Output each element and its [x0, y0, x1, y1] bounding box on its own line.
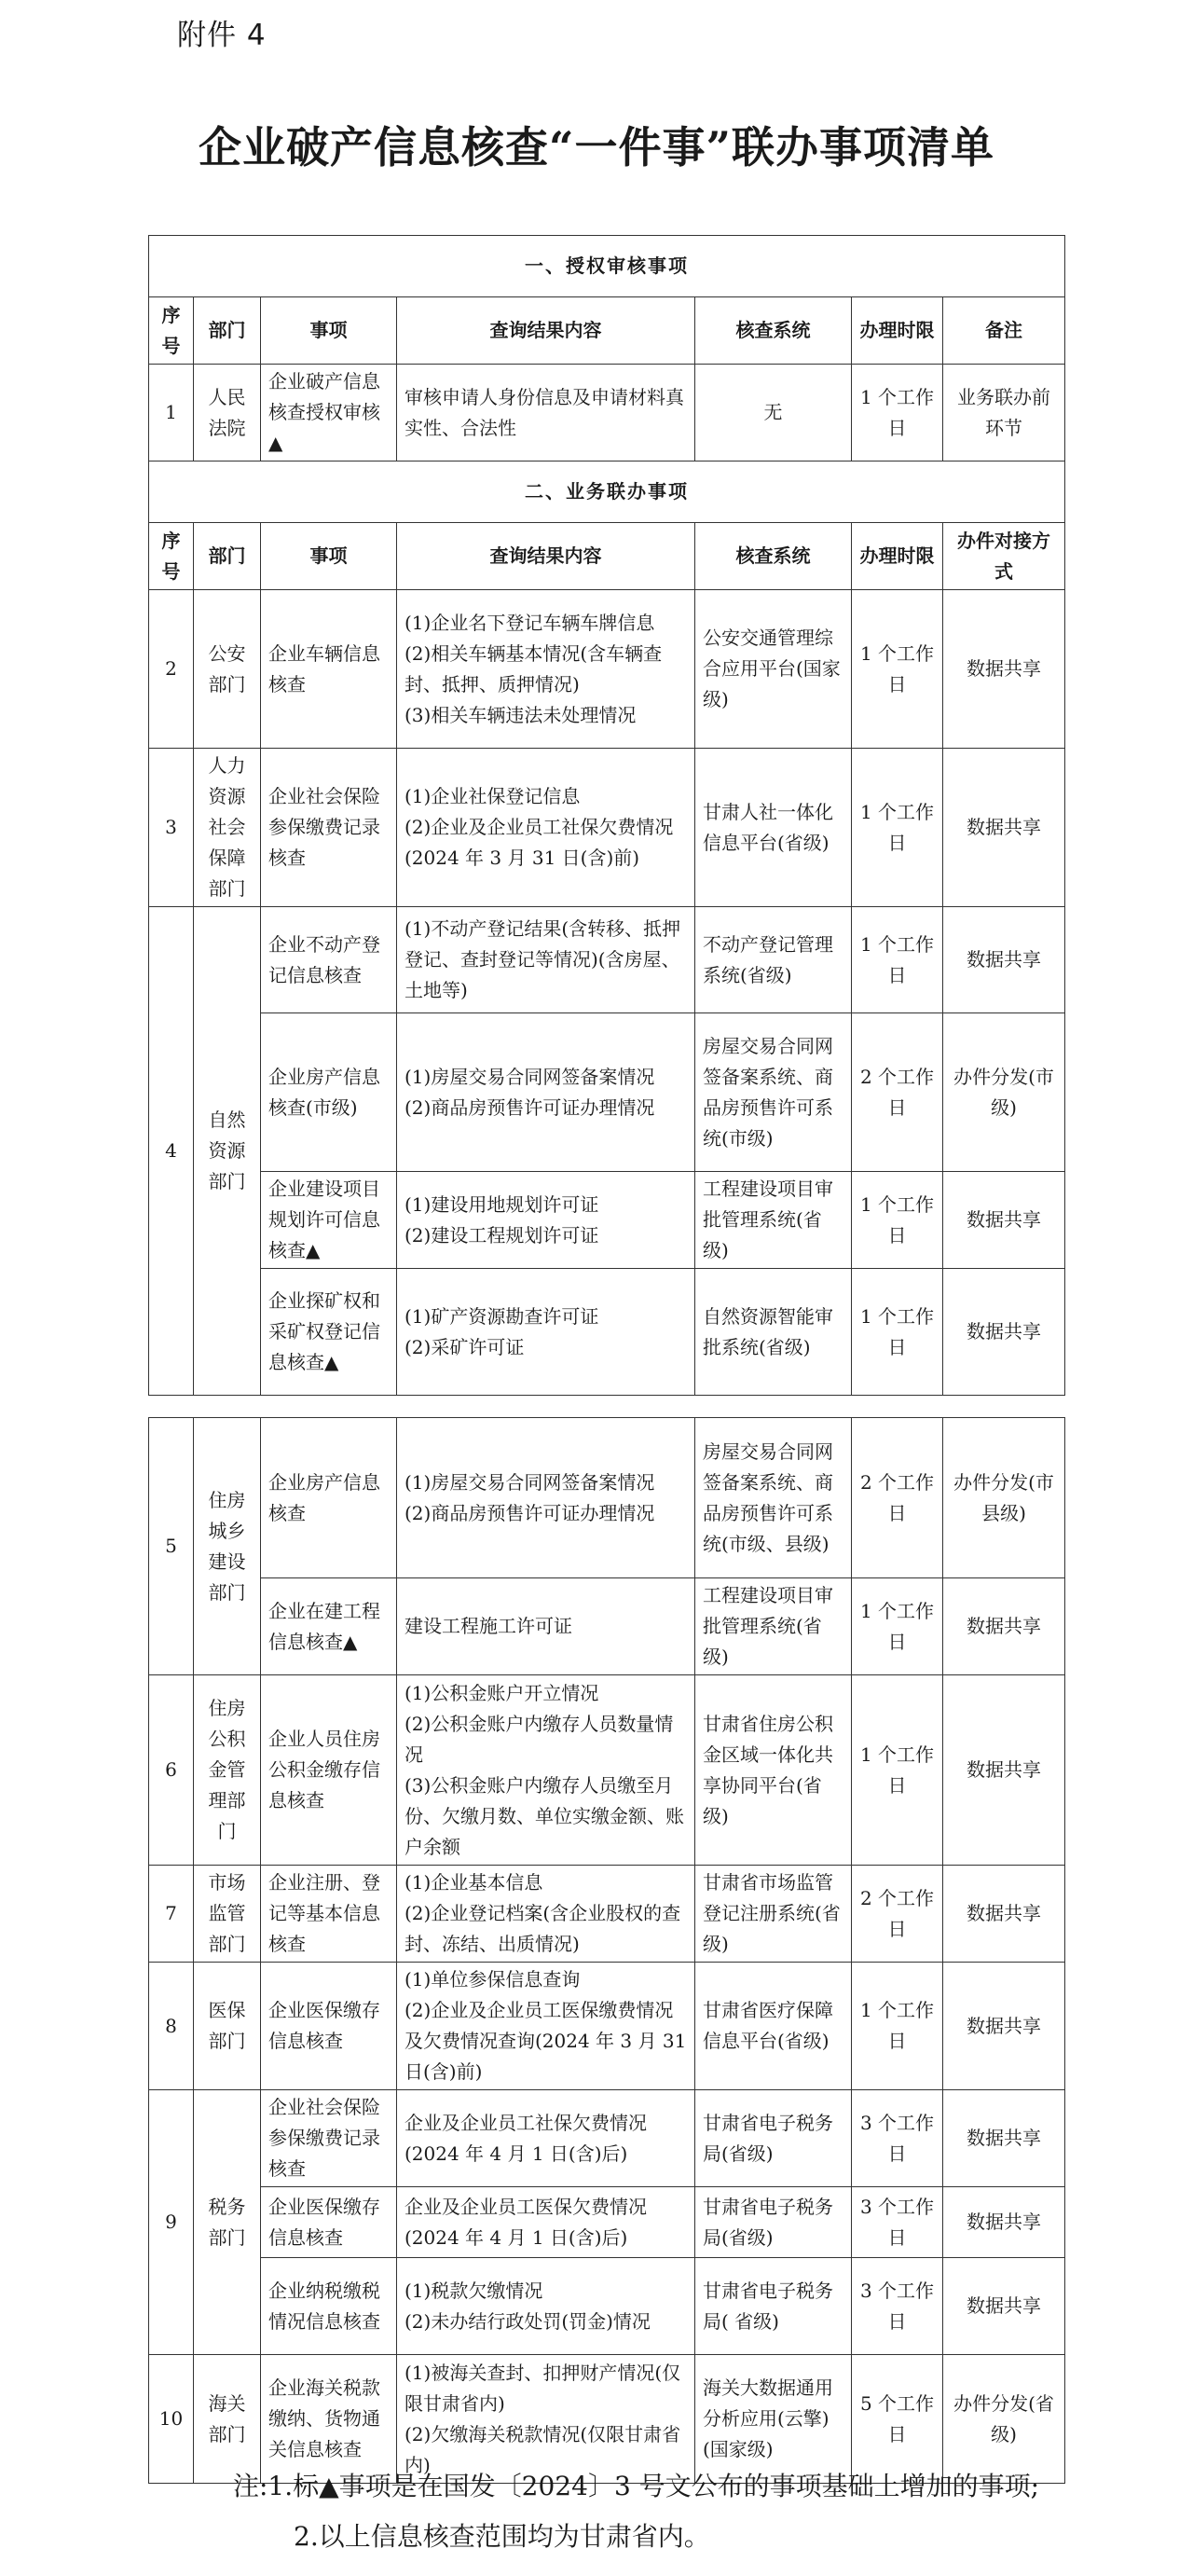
content-line: (2)商品房预售许可证办理情况	[405, 1501, 655, 1524]
row-no: 6	[149, 1675, 194, 1866]
row-system: 房屋交易合同网签备案系统、商品房预售许可系统(市级)	[695, 1013, 852, 1172]
content-line: (2)公积金账户内缴存人员数量情况	[405, 1712, 674, 1766]
row-item: 企业医保缴存信息核查	[261, 1963, 397, 2090]
row-limit: 2 个工作日	[852, 1866, 943, 1963]
row-system: 甘肃省电子税务局(省级)	[695, 2090, 852, 2187]
row-item: 企业社会保险参保缴费记录核查	[261, 2090, 397, 2187]
table-row	[149, 2187, 1065, 2258]
row-limit: 1 个工作日	[852, 1269, 943, 1396]
row-system: 甘肃省电子税务局( 省级)	[695, 2258, 852, 2355]
header-no: 序号	[149, 523, 194, 590]
row-mode: 数据共享	[943, 590, 1065, 749]
row-no: 5	[149, 1418, 194, 1675]
row-no: 8	[149, 1963, 194, 2090]
row-limit: 2 个工作日	[852, 1013, 943, 1172]
row-no: 9	[149, 2090, 194, 2355]
content-line: (3)公积金账户内缴存人员缴至月份、欠缴月数、单位实缴金额、账户余额	[405, 1773, 684, 1858]
content-line: 企业及企业员工社保欠费情况(2024 年 4 月 1 日(含)后)	[405, 2111, 647, 2165]
table-row	[149, 1866, 1065, 1963]
row-limit: 1 个工作日	[852, 365, 943, 461]
row-dept: 海关部门	[194, 2355, 261, 2484]
row-content	[397, 749, 695, 907]
table-row	[149, 2258, 1065, 2355]
row-system: 房屋交易合同网签备案系统、商品房预售许可系统(市级、县级)	[695, 1418, 852, 1578]
content-line: (2)建设工程规划许可证	[405, 1223, 599, 1247]
row-dept: 市场监管部门	[194, 1866, 261, 1963]
row-mode: 数据共享	[943, 1675, 1065, 1866]
note-2: 2.以上信息核查范围均为甘肃省内。	[294, 2521, 710, 2552]
table-row	[149, 1013, 1065, 1172]
header-remark: 备注	[943, 297, 1065, 365]
row-limit: 3 个工作日	[852, 2258, 943, 2355]
table-row	[149, 1675, 1065, 1866]
content-line: (2)商品房预售许可证办理情况	[405, 1095, 655, 1119]
content-line: 建设工程施工许可证	[405, 1615, 572, 1637]
row-item: 企业注册、登记等基本信息核查	[261, 1866, 397, 1963]
row-mode: 办件分发(市级)	[943, 1013, 1065, 1172]
row-limit: 1 个工作日	[852, 1578, 943, 1675]
row-dept: 自然资源部门	[194, 907, 261, 1396]
row-mode: 办件分发(市县级)	[943, 1418, 1065, 1578]
row-dept: 人力资源社会保障部门	[194, 749, 261, 907]
row-item: 企业破产信息核查授权审核▲	[261, 365, 397, 461]
content-line: (1)企业社保登记信息	[405, 785, 581, 807]
row-system: 甘肃省医疗保障信息平台(省级)	[695, 1963, 852, 2090]
content-line: (1)不动产登记结果(含转移、抵押登记、查封登记等情况)(含房屋、土地等)	[405, 917, 681, 1001]
attachment-label: 附件 4	[177, 19, 267, 52]
row-mode: 数据共享	[943, 1269, 1065, 1396]
table-header-row	[149, 297, 1065, 365]
row-content	[397, 1172, 695, 1269]
document-title: 企业破产信息核查“一件事”联办事项清单	[199, 122, 994, 172]
row-dept: 医保部门	[194, 1963, 261, 2090]
header-no: 序号	[149, 297, 194, 365]
row-item: 企业不动产登记信息核查	[261, 907, 397, 1013]
row-content	[397, 1675, 695, 1866]
content-line: (1)建设用地规划许可证	[405, 1192, 599, 1216]
row-limit: 1 个工作日	[852, 749, 943, 907]
header-system: 核查系统	[695, 523, 852, 590]
header-system: 核查系统	[695, 297, 852, 365]
row-dept: 税务部门	[194, 2090, 261, 2355]
table-row	[149, 1963, 1065, 2090]
content-line: (3)相关车辆违法未处理情况	[405, 703, 637, 726]
table-row	[149, 1269, 1065, 1396]
content-line: (2)企业登记档案(含企业股权的查封、冻结、出质情况)	[405, 1902, 681, 1955]
row-system: 工程建设项目审批管理系统(省级)	[695, 1578, 852, 1675]
content-line: (2)欠缴海关税款情况(仅限甘肃省内)	[405, 2422, 681, 2476]
section-heading-joint-handling: 二、业务联办事项	[149, 461, 1065, 523]
row-item: 企业车辆信息核查	[261, 590, 397, 749]
table-row	[149, 1172, 1065, 1269]
table-row	[149, 1578, 1065, 1675]
row-item: 企业纳税缴税情况信息核查	[261, 2258, 397, 2355]
content-line: (1)单位参保信息查询	[405, 1968, 581, 1991]
header-item: 事项	[261, 297, 397, 365]
content-line: (1)税款欠缴情况	[405, 2279, 543, 2302]
row-system: 不动产登记管理系统(省级)	[695, 907, 852, 1013]
content-line: (1)被海关查封、扣押财产情况(仅限甘肃省内)	[405, 2361, 681, 2415]
row-content: 审核申请人身份信息及申请材料真实性、合法性	[397, 365, 695, 461]
header-dept: 部门	[194, 297, 261, 365]
header-limit: 办理时限	[852, 297, 943, 365]
row-system: 甘肃省住房公积金区域一体化共享协同平台(省级)	[695, 1675, 852, 1866]
header-dept: 部门	[194, 523, 261, 590]
header-content: 查询结果内容	[397, 523, 695, 590]
row-item: 企业探矿权和采矿权登记信息核查▲	[261, 1269, 397, 1396]
row-item: 企业人员住房公积金缴存信息核查	[261, 1675, 397, 1866]
matters-table-part1	[148, 235, 1065, 1396]
row-limit: 1 个工作日	[852, 1675, 943, 1866]
row-item: 企业海关税款缴纳、货物通关信息核查	[261, 2355, 397, 2484]
row-system: 自然资源智能审批系统(省级)	[695, 1269, 852, 1396]
content-line: (2)企业及企业员工社保欠费情况(2024 年 3 月 31 日(含)前)	[405, 816, 674, 869]
row-mode: 数据共享	[943, 1172, 1065, 1269]
header-item: 事项	[261, 523, 397, 590]
row-system: 海关大数据通用分析应用(云擎)(国家级)	[695, 2355, 852, 2484]
row-mode: 数据共享	[943, 2090, 1065, 2187]
content-line: (1)企业名下登记车辆车牌信息	[405, 611, 655, 634]
row-remark: 业务联办前环节	[943, 365, 1065, 461]
row-system: 甘肃省市场监管登记注册系统(省级)	[695, 1866, 852, 1963]
row-system: 工程建设项目审批管理系统(省级)	[695, 1172, 852, 1269]
table-row	[149, 365, 1065, 461]
row-dept: 公安部门	[194, 590, 261, 749]
table-row	[149, 2090, 1065, 2187]
row-mode: 数据共享	[943, 1963, 1065, 2090]
row-item: 企业医保缴存信息核查	[261, 2187, 397, 2258]
row-dept: 住房城乡建设部门	[194, 1418, 261, 1675]
row-limit: 3 个工作日	[852, 2090, 943, 2187]
content-line: (1)房屋交易合同网签备案情况	[405, 1065, 655, 1088]
content-line: (2)采矿许可证	[405, 1335, 525, 1358]
row-content	[397, 1963, 695, 2090]
table-row	[149, 907, 1065, 1013]
row-no: 7	[149, 1866, 194, 1963]
row-no: 10	[149, 2355, 194, 2484]
content-line: (1)矿产资源勘查许可证	[405, 1304, 599, 1328]
notes	[177, 2464, 1072, 2559]
row-system: 公安交通管理综合应用平台(国家级)	[695, 590, 852, 749]
row-item: 企业社会保险参保缴费记录核查	[261, 749, 397, 907]
table-header-row	[149, 523, 1065, 590]
row-limit: 1 个工作日	[852, 590, 943, 749]
row-mode: 数据共享	[943, 2258, 1065, 2355]
row-content	[397, 907, 695, 1013]
row-limit: 5 个工作日	[852, 2355, 943, 2484]
row-mode: 数据共享	[943, 749, 1065, 907]
row-item: 企业房产信息核查(市级)	[261, 1013, 397, 1172]
content-line: (2)未办结行政处罚(罚金)情况	[405, 2309, 651, 2333]
content-line: (2)企业及企业员工医保缴费情况及欠费情况查询(2024 年 3 月 31 日(含)前)	[405, 1999, 687, 2083]
row-mode: 数据共享	[943, 1578, 1065, 1675]
row-content	[397, 1578, 695, 1675]
row-content	[397, 2187, 695, 2258]
content-line: (1)公积金账户开立情况	[405, 1681, 599, 1704]
table-row	[149, 590, 1065, 749]
row-content	[397, 1269, 695, 1396]
row-limit: 1 个工作日	[852, 1963, 943, 2090]
row-system: 无	[695, 365, 852, 461]
row-dept: 住房公积金管理部门	[194, 1675, 261, 1866]
content-line: (1)企业基本信息	[405, 1871, 543, 1894]
row-dept: 人民法院	[194, 365, 261, 461]
row-no: 3	[149, 749, 194, 907]
header-content: 查询结果内容	[397, 297, 695, 365]
row-content	[397, 1013, 695, 1172]
row-limit: 2 个工作日	[852, 1418, 943, 1578]
header-mode: 办件对接方式	[943, 523, 1065, 590]
section-heading-authorization: 一、授权审核事项	[149, 236, 1065, 297]
content-line: (1)房屋交易合同网签备案情况	[405, 1470, 655, 1494]
row-limit: 1 个工作日	[852, 907, 943, 1013]
table-row	[149, 749, 1065, 907]
row-mode: 办件分发(省级)	[943, 2355, 1065, 2484]
row-system: 甘肃人社一体化信息平台(省级)	[695, 749, 852, 907]
row-content	[397, 2090, 695, 2187]
content-line: (2)相关车辆基本情况(含车辆查封、抵押、质押情况)	[405, 641, 663, 696]
row-item: 企业房产信息核查	[261, 1418, 397, 1578]
row-no: 1	[149, 365, 194, 461]
row-system: 甘肃省电子税务局(省级)	[695, 2187, 852, 2258]
row-content	[397, 1866, 695, 1963]
row-no: 4	[149, 907, 194, 1396]
table-row	[149, 1418, 1065, 1578]
matters-table-part2	[148, 1417, 1065, 2484]
row-no: 2	[149, 590, 194, 749]
row-content	[397, 2258, 695, 2355]
note-1: 注:1.标▲事项是在国发〔2024〕3 号文公布的事项基础上增加的事项;	[233, 2471, 1040, 2501]
row-item: 企业建设项目规划许可信息核查▲	[261, 1172, 397, 1269]
header-limit: 办理时限	[852, 523, 943, 590]
row-limit: 1 个工作日	[852, 1172, 943, 1269]
row-content	[397, 1418, 695, 1578]
row-content	[397, 590, 695, 749]
row-mode: 数据共享	[943, 907, 1065, 1013]
content-line: 企业及企业员工医保欠费情况(2024 年 4 月 1 日(含)后)	[405, 2195, 647, 2249]
row-item: 企业在建工程信息核查▲	[261, 1578, 397, 1675]
row-limit: 3 个工作日	[852, 2187, 943, 2258]
row-mode: 数据共享	[943, 1866, 1065, 1963]
row-mode: 数据共享	[943, 2187, 1065, 2258]
